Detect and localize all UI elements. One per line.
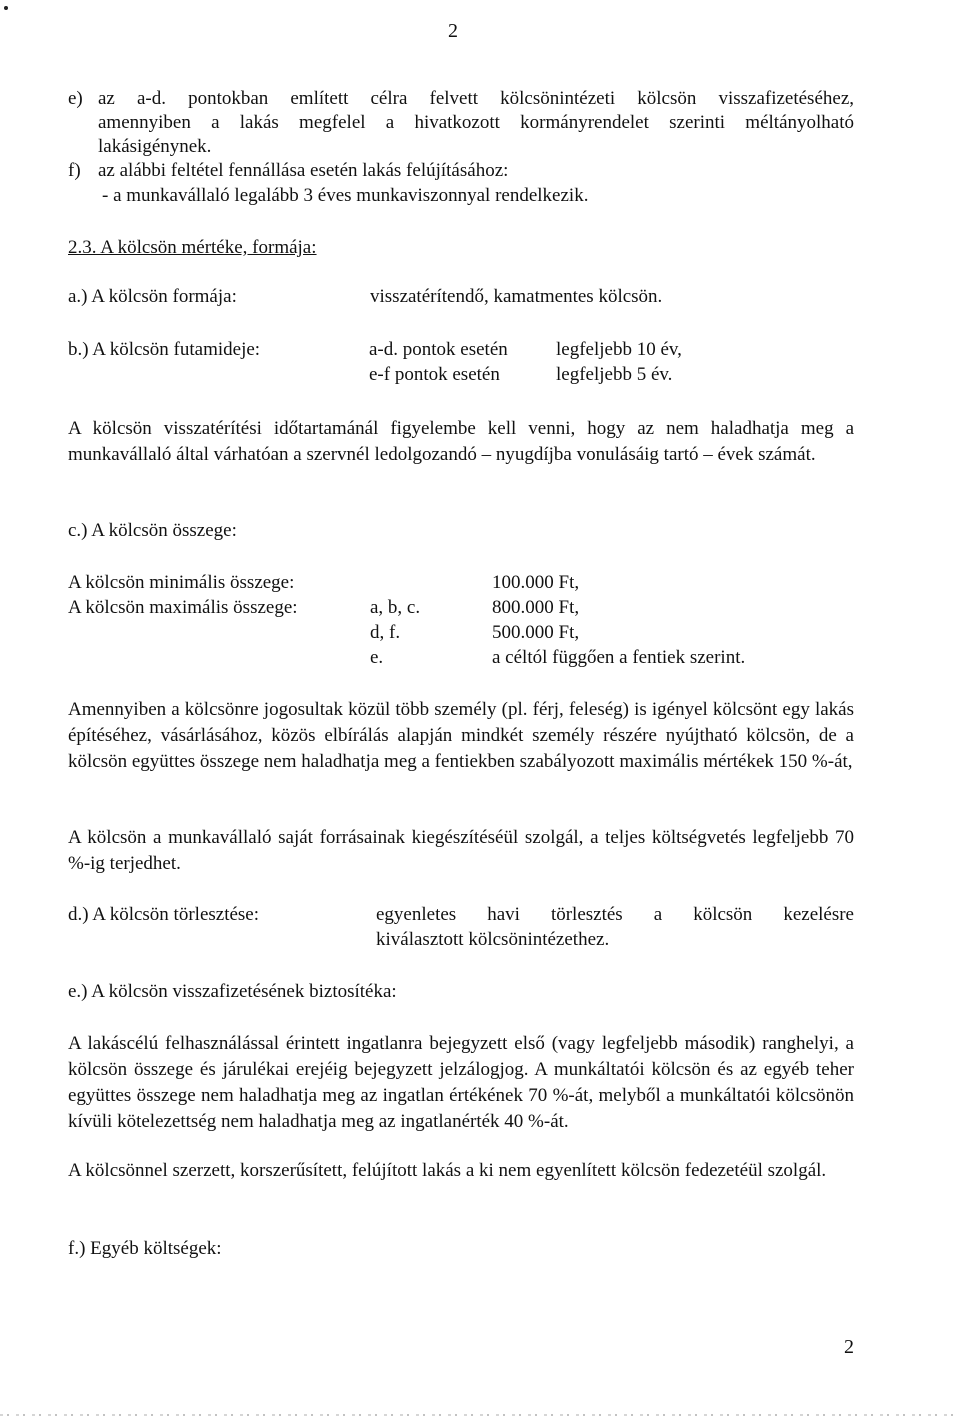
term-label: b.) A kölcsön futamideje: [68,339,261,360]
security-paragraph: A lakáscélú felhasználással érintett ingatlanra bejegyzett első (vagy legfeljebb második) ranghelyi, a kölcsön összege és járulékai erejéig bejegyzett jelzálogjog. A munkáltatói kölcsön és az egyéb teher együttes összege nem haladhatja meg az ingatlan értékének 70 %-át, melyből a munkáltatói kölcsönön kívüli kötelezettség nem haladhatja meg az ingatlanérték 40 %-át. [68,1033,854,1132]
item-e-line-1: az a-d. pontokban említett célra felvett kölcsönintézeti kölcsön visszafizetéséhez, [98,88,854,109]
item-e-line-2: amennyiben a lakás megfelel a hivatkozott kormányrendelet szerinti méltányolható [98,112,854,133]
page-number-bottom: 2 [844,1336,854,1358]
repayment-value-line-2: kiválasztott kölcsönintézethez. [376,929,610,950]
multiple-persons-paragraph: Amennyiben a kölcsönre jogosultak közül több személy (pl. férj, feleség) is igényel kölcsönt egy lakás építéséhez, vásárlásához, közös elbírálás alapján mindkét személy részére nyújtható kölcsön, de a kölcsön együttes összege nem haladhatja meg a fentiekben szabályozott maximális mértékek 150 %-át, [68,699,854,772]
max-case-2: d, f. [370,622,401,643]
max-value-1: 800.000 Ft, [492,597,580,618]
section-heading: 2.3. A kölcsön mértéke, formája: [68,237,317,258]
max-case-3: e. [370,647,384,668]
min-amount-value: 100.000 Ft, [492,572,580,593]
repayment-value-line-1: egyenletes havi törlesztés a kölcsön kezelésre [376,904,854,925]
amount-heading: c.) A kölcsön összege: [68,520,237,541]
item-e-prefix: e) [68,88,83,109]
term-value-2: legfeljebb 5 év. [556,364,673,385]
item-e-line-3: lakásigénynek. [98,136,212,157]
max-value-2: 500.000 Ft, [492,622,580,643]
scan-speck [4,6,8,10]
scan-edge-noise [0,1414,960,1416]
max-value-3: a céltól függően a fentiek szerint. [492,647,746,668]
max-case-1: a, b, c. [370,597,421,618]
supplement-paragraph: A kölcsön a munkavállaló saját forrásainak kiegészítéséül szolgál, a teljes költségvetés legfeljebb 70 %-ig terjedhet. [68,827,854,874]
form-value: visszatérítendő, kamatmentes kölcsön. [370,286,663,307]
min-amount-label: A kölcsön minimális összege: [68,572,295,593]
collateral-paragraph: A kölcsönnel szerzett, korszerűsített, felújított lakás a ki nem egyenlített kölcsön fedezetéül szolgál. [68,1160,827,1181]
item-f-line-1: az alábbi feltétel fennállása esetén lakás felújításához: [98,160,509,181]
form-label: a.) A kölcsön formája: [68,286,237,307]
term-case-1: a-d. pontok esetén [369,339,508,360]
max-amount-label: A kölcsön maximális összege: [68,597,298,618]
term-value-1: legfeljebb 10 év, [556,339,682,360]
item-f-prefix: f) [68,160,81,181]
security-heading: e.) A kölcsön visszafizetésének biztosítéka: [68,981,397,1002]
item-f-bullet: - a munkavállaló legalább 3 éves munkaviszonnyal rendelkezik. [102,185,589,206]
term-case-2: e-f pontok esetén [369,364,500,385]
page-number-top: 2 [448,20,458,42]
retirement-paragraph: A kölcsön visszatérítési időtartamánál figyelembe kell venni, hogy az nem haladhatja meg a munkavállaló által várhatóan a szervnél ledolgozandó – nyugdíjba vonulásáig tartó – évek számát. [68,418,854,465]
repayment-label: d.) A kölcsön törlesztése: [68,904,260,925]
other-costs-heading: f.) Egyéb költségek: [68,1238,222,1259]
